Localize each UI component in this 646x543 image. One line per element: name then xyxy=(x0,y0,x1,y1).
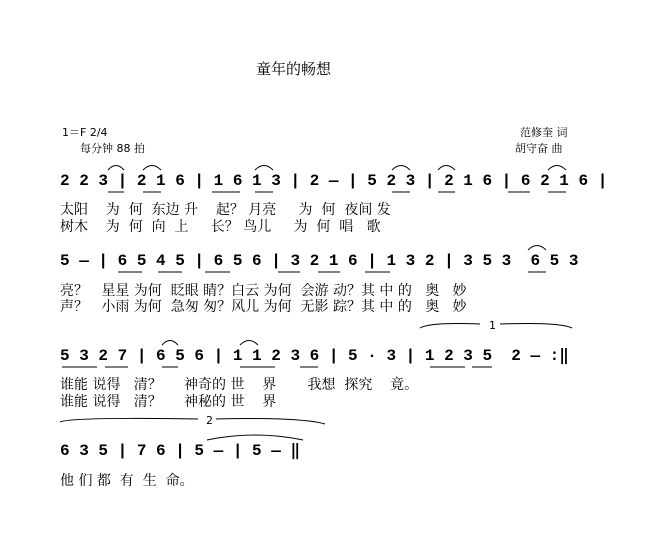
composer-credit: 胡守奋 曲 xyxy=(515,142,563,155)
key-signature: 1＝F 2/4 xyxy=(62,126,108,139)
volta-2-bracket xyxy=(60,418,325,424)
slur xyxy=(528,246,546,251)
notation-row-4: 6 3 5 | 7 6 | 5 — | 5 — ‖ xyxy=(60,442,301,460)
slur xyxy=(207,435,303,440)
lyric-row-2-verse-2: 声？ 小雨 为何 急匆 匆？风儿 为何 无影 踪？其 中 的 奥 妙 xyxy=(60,299,467,315)
lyric-row-1-verse-1: 太阳 为 何 东边 升 起？ 月亮 为 何 夜间 发 xyxy=(60,202,391,218)
notation-row-1: 2 2 3 | 2 1 6 | 1 6 1 3 | 2 — | 5 2 3 | 2 1 6 | 6 2 1 6 | xyxy=(60,172,608,190)
slur xyxy=(438,166,455,171)
slur xyxy=(392,166,410,171)
notation-row-2: 5 — | 6 5 4 5 | 6 5 6 | 3 2 1 6 | 1 3 2 | 3 5 3 6 5 3 xyxy=(60,252,579,270)
tempo-marking: 每分钟 88 拍 xyxy=(80,142,145,155)
song-title: 童年的畅想 xyxy=(256,60,332,78)
slur xyxy=(255,166,273,171)
slur xyxy=(143,166,161,171)
lyric-row-4-verse-1: 他 们 都 有 生 命。 xyxy=(60,473,194,489)
volta-1-label: 1 xyxy=(489,319,496,332)
slur xyxy=(162,341,178,346)
lyric-row-3-verse-2: 谁能 说得 清？ 神秘的 世 界 xyxy=(60,394,277,410)
lyric-row-3-verse-1: 谁能 说得 清？ 神奇的 世 界 我想 探究 竟。 xyxy=(60,377,419,393)
slur xyxy=(240,341,258,346)
lyric-row-2-verse-1: 亮？ 星星 为何 眨眼 睛？白云 为何 会游 动？其 中 的 奥 妙 xyxy=(60,283,467,299)
notation-row-3: 5 3 2 7 | 6 5 6 | 1 1 2 3 6 | 5 · 3 | 1 2 3 5 2 — :‖ xyxy=(60,347,569,365)
slur xyxy=(108,166,124,171)
lyricist-credit: 范修奎 词 xyxy=(520,126,568,139)
volta-2-label: 2 xyxy=(206,414,213,427)
lyric-row-1-verse-2: 树木 为 何 向 上 长？ 鸟儿 为 何 唱 歌 xyxy=(60,219,381,235)
slur xyxy=(548,166,566,171)
volta-1-bracket xyxy=(420,324,572,329)
